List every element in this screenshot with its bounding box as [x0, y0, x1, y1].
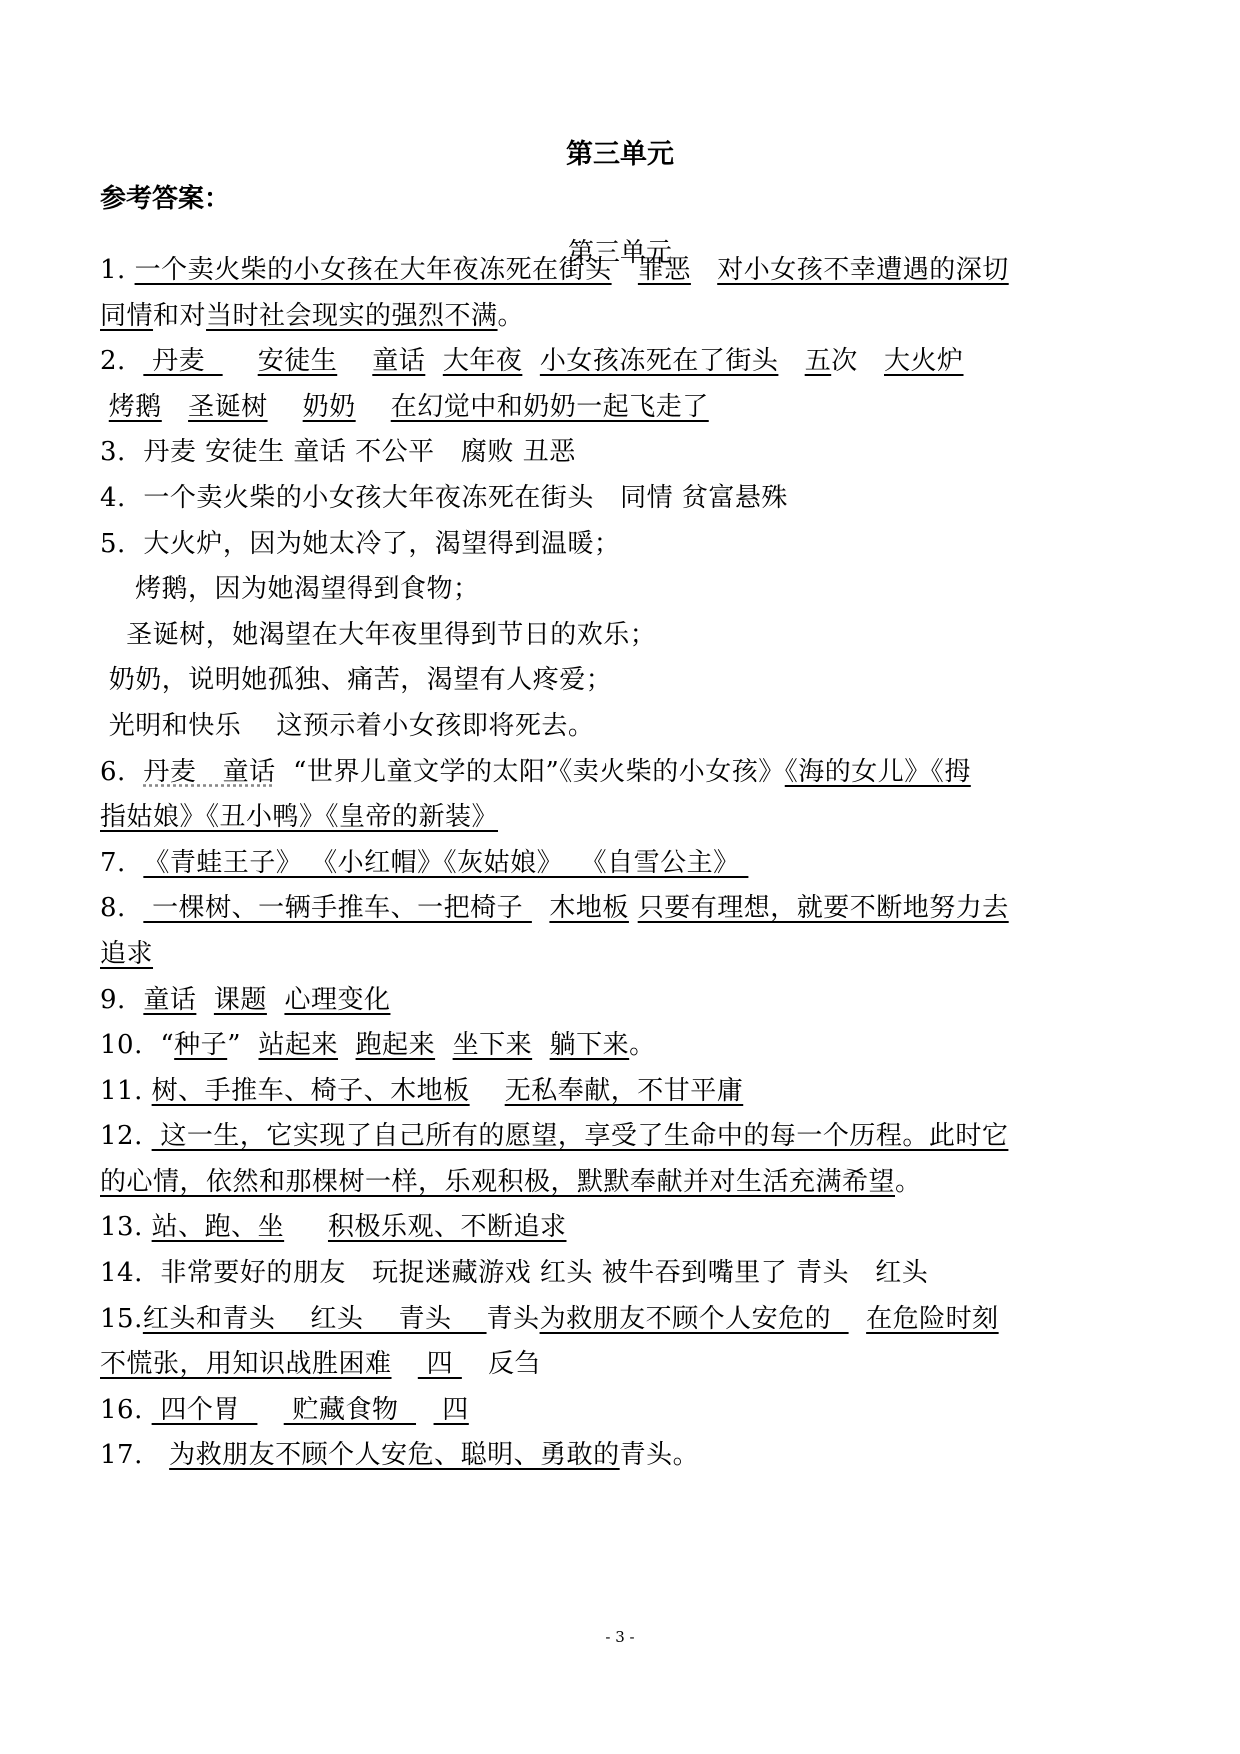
underlined-answer: 的心情，依然和那棵树一样，乐观积极，默默奉献并对生活充满希望	[100, 1166, 896, 1197]
answer-line	[100, 613, 1120, 659]
answer-text: 1.	[100, 255, 135, 285]
answer-text	[416, 1395, 434, 1425]
answer-text: “世界儿童文学的太阳”《卖火柴的小女孩》	[275, 756, 785, 787]
marked-answer: 丹麦 童话	[143, 756, 276, 787]
underlined-answer: 安徒生	[257, 346, 338, 377]
underlined-answer: 跑起来	[355, 1030, 436, 1061]
answer-text	[425, 346, 443, 376]
underlined-answer: 四	[417, 1349, 462, 1380]
answer-line	[100, 795, 1120, 841]
answer-text: 6.	[100, 756, 144, 787]
answer-text	[356, 392, 391, 422]
underlined-answer: 躺下来	[549, 1030, 630, 1061]
page-number: - 3 -	[605, 1628, 635, 1646]
underlined-answer: 烤鹅	[108, 391, 162, 422]
answer-text: 11.	[100, 1075, 152, 1106]
answer-text	[338, 1030, 356, 1060]
answer-text	[337, 346, 372, 376]
answer-text	[522, 346, 540, 376]
answer-line	[100, 294, 1120, 340]
underlined-answer: 奶奶	[302, 391, 356, 422]
underlined-answer: 丹麦	[143, 346, 223, 377]
answer-text: 13.	[100, 1212, 152, 1243]
answer-text	[778, 346, 804, 376]
answer-line	[100, 1342, 1120, 1388]
underlined-answer: 四个胃	[151, 1394, 258, 1425]
answer-text: 。	[629, 1030, 656, 1061]
answer-text: 圣诞树，她渴望在大年夜里得到节日的欢乐；	[100, 619, 657, 650]
underlined-answer: 积极乐观、不断追求	[327, 1212, 567, 1243]
underlined-answer: 为救朋友不顾个人安危的	[539, 1303, 849, 1334]
answer-line	[100, 1205, 1120, 1251]
underlined-answer: 罪恶	[637, 255, 691, 285]
underlined-answer: 在幻觉中和奶奶一起飞走了	[390, 391, 709, 422]
page-title: 第三单元	[566, 139, 674, 170]
underlined-answer: 四	[433, 1394, 469, 1425]
underlined-answer: 课题	[213, 984, 267, 1015]
underlined-answer: 种子	[174, 1030, 228, 1061]
underlined-answer: 只要有理想，就要不断地努力去	[637, 893, 1009, 924]
answer-text: 3. 丹麦 安徒生 童话 不公平 腐败 丑恶	[100, 437, 576, 468]
answer-line	[100, 1160, 1120, 1206]
answer-text: 8.	[100, 893, 144, 924]
answer-line	[100, 932, 1120, 978]
underlined-answer: 树、手推车、椅子、木地板	[151, 1075, 470, 1106]
answer-text	[470, 1076, 505, 1106]
answer-text: 9.	[100, 984, 144, 1015]
answer-text: 烤鹅，因为她渴望得到食物；	[100, 574, 480, 605]
underlined-answer: 站、跑、坐	[151, 1212, 285, 1243]
underlined-answer: 在危险时刻	[866, 1303, 999, 1334]
answer-text: 17.	[100, 1440, 170, 1471]
answer-text: 青头	[486, 1303, 540, 1334]
answer-text	[849, 1304, 867, 1334]
answer-line	[100, 1433, 1120, 1479]
answer-text: 2.	[100, 346, 144, 377]
answer-line	[100, 248, 1120, 294]
underlined-answer: 对小女孩不幸遭遇的深切	[717, 255, 1009, 285]
underlined-answer: 五	[804, 346, 832, 377]
answer-text: 和对	[153, 300, 207, 331]
answer-text: 奶奶，说明她孤独、痛苦，渴望有人疼爱；	[100, 665, 613, 696]
underlined-answer: 这一生，它实现了自己所有的愿望，享受了生命中的每一个历程。此时它	[151, 1121, 1009, 1152]
answer-line	[100, 522, 1120, 568]
underlined-answer: 坐下来	[452, 1030, 533, 1061]
answer-line	[100, 476, 1120, 522]
answer-text	[268, 392, 303, 422]
answer-text	[223, 346, 258, 376]
underlined-answer: 大火炉	[884, 346, 964, 377]
answer-line	[100, 339, 1120, 385]
answer-text	[532, 1030, 550, 1060]
answer-line	[100, 750, 1120, 796]
underlined-answer: 一棵树、一辆手推车、一把椅子	[143, 893, 532, 924]
answer-text	[392, 1349, 418, 1379]
answer-text	[612, 255, 638, 285]
underlined-answer: 指姑娘》《丑小鸭》《皇帝的新装》	[100, 802, 499, 833]
answer-text	[257, 1395, 283, 1425]
answer-line	[100, 1297, 1120, 1343]
answer-line	[100, 1114, 1120, 1160]
answer-text	[100, 392, 109, 422]
underlined-answer: 童话	[372, 346, 426, 377]
answer-line	[100, 978, 1120, 1024]
underlined-answer: 无私奉献，不甘平庸	[504, 1075, 744, 1106]
answer-text: 10. “	[100, 1030, 175, 1061]
answer-text	[196, 985, 214, 1015]
underlined-answer: 贮藏食物	[283, 1394, 417, 1425]
underlined-answer: 心理变化	[284, 984, 391, 1015]
answer-line	[100, 841, 1120, 887]
answer-line	[100, 1069, 1120, 1115]
underlined-answer: 不慌张，用知识战胜困难	[100, 1349, 392, 1380]
answer-text: 。	[895, 1166, 922, 1197]
underlined-answer: 童话	[143, 984, 197, 1015]
answer-text: 反刍	[461, 1349, 542, 1380]
section-subtitle: 第三单元	[567, 238, 672, 268]
answer-text: 12.	[100, 1121, 152, 1152]
answer-text	[629, 893, 638, 923]
underlined-answer: 同情	[100, 300, 154, 331]
answer-text	[284, 1212, 328, 1242]
answer-text	[691, 255, 717, 285]
answer-text	[162, 392, 188, 422]
answer-text: 光明和快乐 这预示着小女孩即将死去。	[100, 710, 595, 741]
answer-line	[100, 430, 1120, 476]
answer-text: 。	[497, 300, 525, 331]
underlined-answer: 一个卖火柴的小女孩在大年夜冻死在街头	[134, 255, 612, 285]
answer-text: 4. 一个卖火柴的小女孩大年夜冻死在街头 同情 贫富悬殊	[100, 482, 788, 513]
answer-line	[100, 385, 1120, 431]
underlined-answer: 木地板	[549, 893, 629, 924]
answer-line	[100, 1251, 1120, 1297]
answer-text: 7.	[100, 847, 144, 878]
underlined-answer: 《青蛙王子》 《小红帽》《灰姑娘》 《自雪公主》	[143, 847, 749, 878]
underlined-answer: 小女孩冻死在了街头	[539, 346, 779, 377]
answer-text: 次	[831, 346, 884, 377]
answer-text	[435, 1030, 453, 1060]
answer-text: 5. 大火炉，因为她太冷了，渴望得到温暖；	[100, 528, 621, 559]
underlined-answer: 当时社会现实的强烈不满	[206, 300, 498, 331]
underlined-answer: 大年夜	[442, 346, 523, 377]
answer-line	[100, 886, 1120, 932]
answers-heading: 参考答案：	[100, 184, 231, 214]
answer-list	[100, 248, 1120, 1479]
answer-line	[100, 567, 1120, 613]
underlined-answer: 圣诞树	[188, 391, 268, 422]
answer-text	[532, 893, 550, 923]
underlined-answer: 为救朋友不顾个人安危、聪明、勇敢的	[169, 1440, 620, 1471]
answer-text: 16.	[100, 1394, 152, 1425]
answer-line	[100, 704, 1120, 750]
underlined-answer: 站起来	[258, 1030, 339, 1061]
answer-text: 14. 非常要好的朋友 玩捉迷藏游戏 红头 被牛吞到嘴里了 青头 红头	[100, 1258, 929, 1289]
answer-text: 青头。	[619, 1440, 700, 1471]
answer-line	[100, 1388, 1120, 1434]
answer-line	[100, 658, 1120, 704]
underlined-answer: 追求	[100, 938, 154, 969]
answer-text	[267, 985, 285, 1015]
answer-text: 15.	[100, 1303, 143, 1334]
underlined-answer: 《海的女儿》《拇	[784, 756, 971, 787]
answer-line	[100, 1023, 1120, 1069]
answer-text: ”	[227, 1030, 259, 1061]
underlined-answer: 红头和青头 红头 青头	[142, 1303, 487, 1334]
